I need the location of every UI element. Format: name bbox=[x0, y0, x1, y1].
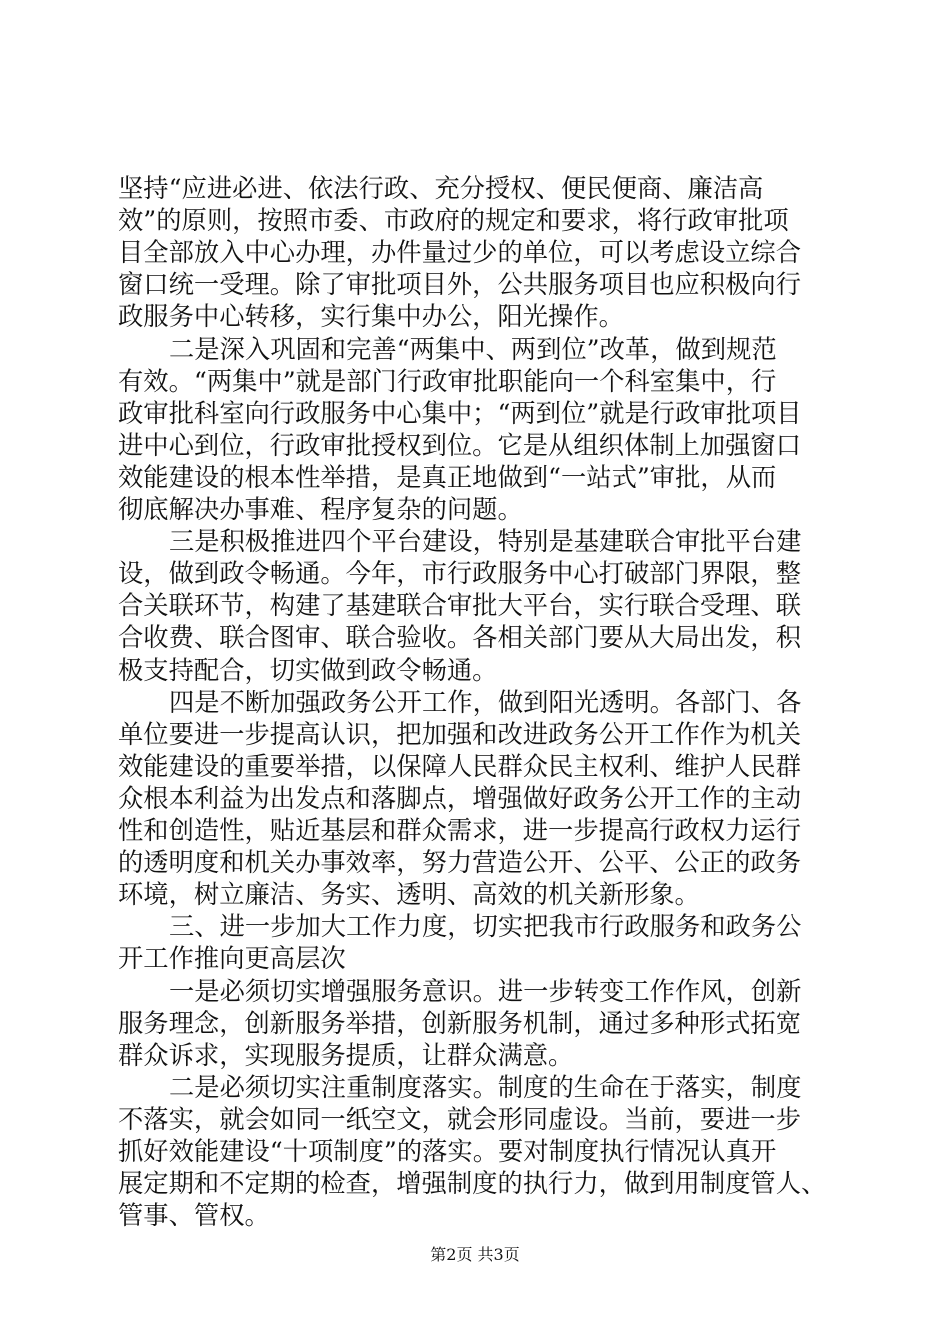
text-line: 的透明度和机关办事效率，努力营造公开、公平、公正的政务 bbox=[118, 848, 802, 878]
section-heading-line: 三、进一步加大工作力度，切实把我市行政服务和政务公 bbox=[169, 912, 802, 942]
text-line: 彻底解决办事难、程序复杂的问题。 bbox=[118, 495, 523, 524]
text-line: 合收费、联合图审、联合验收。各相关部门要从大局出发，积 bbox=[118, 623, 802, 653]
text-line: 效能建设的重要举措，以保障人民群众民主权利、维护人民群 bbox=[118, 751, 802, 781]
text-line: 政审批科室向行政服务中心集中；“两到位”就是行政审批项目 bbox=[118, 398, 802, 428]
text-line: 环境，树立廉洁、务实、透明、高效的机关新形象。 bbox=[118, 880, 700, 910]
text-line: 合关联环节，构建了基建联合审批大平台，实行联合受理、联 bbox=[118, 591, 802, 621]
text-line: 坚持“应进必进、依法行政、充分授权、便民便商、廉洁高 bbox=[118, 174, 764, 203]
text-line: 性和创造性，贴近基层和群众需求，进一步提高行政权力运行 bbox=[118, 816, 802, 845]
text-line: 有效。“两集中”就是部门行政审批职能向一个科室集中，行 bbox=[118, 366, 777, 396]
text-line: 一是必须切实增强服务意识。进一步转变工作作风，创新 bbox=[169, 976, 802, 1006]
text-line: 二是必须切实注重制度落实。制度的生命在于落实，制度 bbox=[169, 1072, 802, 1102]
text-line: 二是深入巩固和完善“两集中、两到位”改革，做到规范 bbox=[169, 334, 777, 364]
page-number-footer: 第2页 共3页 bbox=[430, 1245, 520, 1264]
text-line: 抓好效能建设“十项制度”的落实。要对制度执行情况认真开 bbox=[118, 1137, 777, 1166]
text-line: 管事、管权。 bbox=[118, 1201, 270, 1231]
text-line: 单位要进一步提高认识，把加强和改进政务公开工作作为机关 bbox=[118, 719, 802, 749]
text-line: 政服务中心转移，实行集中办公，阳光操作。 bbox=[118, 302, 624, 332]
section-heading-line: 开工作推向更高层次 bbox=[118, 944, 346, 974]
text-line: 展定期和不定期的检查，增强制度的执行力，做到用制度管人、 bbox=[118, 1169, 827, 1199]
text-line: 进中心到位，行政审批授权到位。它是从组织体制上加强窗口 bbox=[118, 430, 802, 460]
text-line: 极支持配合，切实做到政令畅通。 bbox=[118, 655, 498, 685]
text-line: 设，做到政令畅通。今年，市行政服务中心打破部门界限，整 bbox=[118, 559, 802, 589]
text-line: 三是积极推进四个平台建设，特别是基建联合审批平台建 bbox=[169, 527, 802, 557]
text-line: 窗口统一受理。除了审批项目外，公共服务项目也应积极向行 bbox=[118, 270, 802, 300]
text-line: 效能建设的根本性举措，是真正地做到“一站式”审批，从而 bbox=[118, 462, 777, 492]
text-line: 群众诉求，实现服务提质，让群众满意。 bbox=[118, 1040, 574, 1070]
text-line: 效”的原则，按照市委、市政府的规定和要求，将行政审批项 bbox=[118, 206, 789, 236]
text-line: 四是不断加强政务公开工作，做到阳光透明。各部门、各 bbox=[169, 687, 802, 717]
text-line: 不落实，就会如同一纸空文，就会形同虚设。当前，要进一步 bbox=[118, 1104, 802, 1134]
text-line: 目全部放入中心办理，办件量过少的单位，可以考虑设立综合 bbox=[118, 238, 802, 268]
text-line: 众根本利益为出发点和落脚点，增强做好政务公开工作的主动 bbox=[118, 783, 802, 813]
text-line: 服务理念，创新服务举措，创新服务机制，通过多种形式拓宽 bbox=[118, 1008, 802, 1038]
